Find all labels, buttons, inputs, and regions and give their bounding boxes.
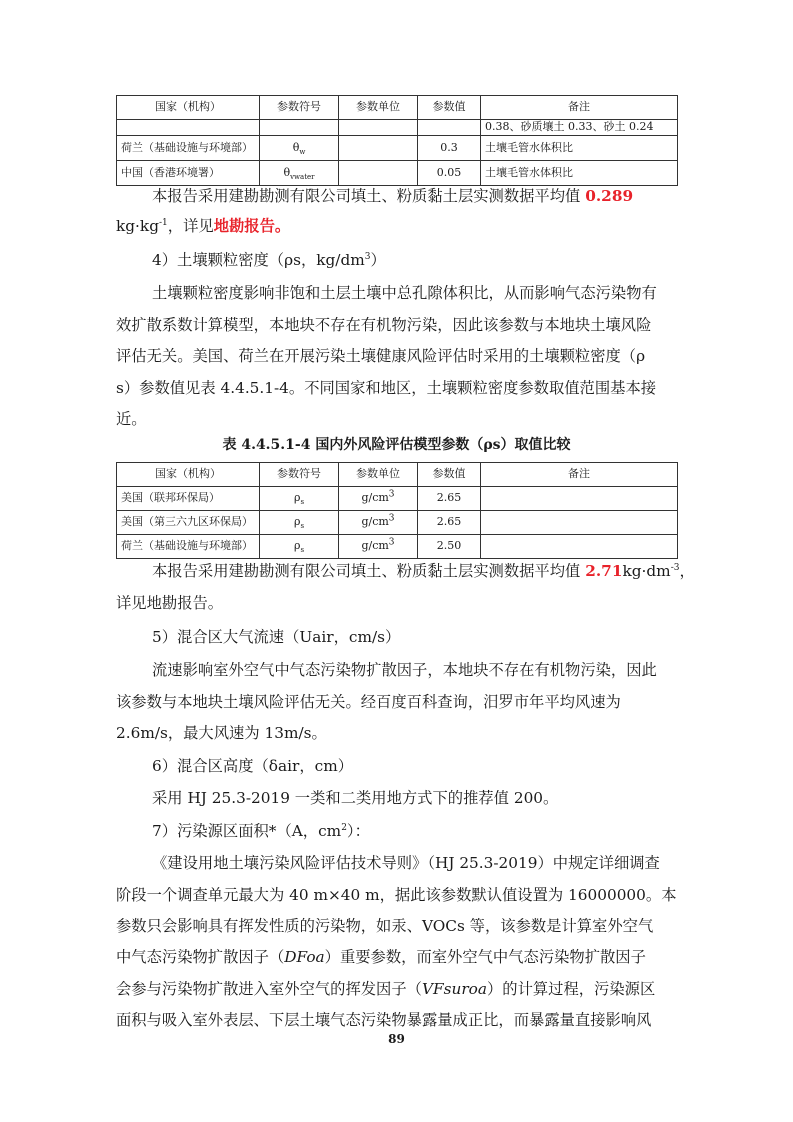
table-cell-symbol: $\rho_s$	[260, 511, 339, 535]
paragraph-line: 采用 HJ 25.3-2019 一类和二类用地方式下的推荐值 200。	[152, 789, 559, 807]
table-cell-unit: $g/cm^3$	[339, 511, 418, 535]
table-cell-note: 土壤毛管水体积比	[481, 161, 678, 186]
table-cell-value: 2.65	[418, 487, 481, 511]
table-cell-symbol: $\theta_{vwater}$	[260, 161, 339, 186]
paragraph-line: 中气态污染物扩散因子（DFoa）重要参数，而室外空气中气态污染物扩散因子	[116, 948, 646, 966]
paragraph-line: 《建设用地土壤污染风险评估技术导则》（HJ 25.3-2019）中规定详细调查	[152, 854, 660, 872]
moisture-conclusion-line-1: 本报告采用建勘勘测有限公司填土、粉质黏土层实测数据平均值 0.289	[152, 187, 634, 205]
table-cell-note	[481, 535, 678, 559]
table-cell-note	[481, 487, 678, 511]
paragraph-line: 阶段一个调查单元最大为 40 m×40 m，据此该参数默认值设置为 16000000。本	[116, 886, 677, 904]
header-note: 备注	[481, 96, 678, 120]
table-cell-value: 0.05	[418, 161, 481, 186]
paragraph-line: 土壤颗粒密度影响非饱和土层土壤中总孔隙体积比，从而影响气态污染物有	[152, 284, 657, 302]
header-symbol: 参数符号	[260, 463, 339, 487]
table-cell-note	[481, 511, 678, 535]
header-country: 国家（机构）	[117, 96, 260, 120]
header-value: 参数值	[418, 96, 481, 120]
section-heading-particle-density: 4）土壤颗粒密度（ρs，$kg/dm^3$）	[152, 251, 386, 269]
section-heading-mixing-height: 6）混合区高度（δair，cm）	[152, 757, 354, 775]
density-conclusion-line-1: 本报告采用建勘勘测有限公司填土、粉质黏土层实测数据平均值 $2.71kg\cdot dm^{-3}$，	[152, 562, 695, 580]
header-country: 国家（机构）	[117, 463, 260, 487]
table-row	[117, 136, 678, 161]
table-cell-country: 荷兰（基础设施与环境部）	[117, 136, 260, 161]
paragraph-line: 参数只会影响具有挥发性质的污染物，如汞、VOCs 等，该参数是计算室外空气	[116, 917, 654, 935]
header-unit: 参数单位	[339, 96, 418, 120]
table-cell-symbol: $\theta_w$	[260, 136, 339, 161]
paragraph-line: 评估无关。美国、荷兰在开展污染土壤健康风险评估时采用的土壤颗粒密度（ρ	[116, 347, 646, 365]
table-cell-unit: $g/cm^3$	[339, 535, 418, 559]
paragraph-line: 效扩散系数计算模型，本地块不存在有机物污染，因此该参数与本地块土壤风险	[116, 316, 652, 334]
section-heading-wind-speed: 5）混合区大气流速（Uair，cm/s）	[152, 628, 401, 646]
header-symbol: 参数符号	[260, 96, 339, 120]
table-cell-symbol: $\rho_s$	[260, 535, 339, 559]
survey-report-reference: 地勘报告。	[213, 217, 291, 235]
highlight-value: 2.71	[585, 562, 623, 580]
table-cell-country: 美国（联邦环保局）	[117, 487, 260, 511]
page-number: 89	[388, 1032, 405, 1046]
table-cell-value: 0.3	[418, 136, 481, 161]
table-header-row	[117, 463, 678, 487]
table-row	[117, 487, 678, 511]
table-caption: 表 4.4.5.1-4 国内外风险评估模型参数（ρs）取值比较	[222, 437, 571, 453]
section-heading-source-area: 7）污染源区面积*（A，$cm^2$）：	[152, 822, 370, 840]
table-cell-unit	[339, 161, 418, 186]
table-row	[117, 511, 678, 535]
header-unit: 参数单位	[339, 463, 418, 487]
header-value: 参数值	[418, 463, 481, 487]
table-cell-value: 2.50	[418, 535, 481, 559]
paragraph-line: 流速影响室外空气中气态污染物扩散因子，本地块不存在有机物污染，因此	[152, 661, 657, 679]
table-cell-value: 2.65	[418, 511, 481, 535]
parameter-table-moisture	[116, 95, 678, 186]
header-note: 备注	[481, 463, 678, 487]
density-conclusion-line-2: 详见地勘报告。	[116, 594, 224, 612]
table-cell-country: 荷兰（基础设施与环境部）	[117, 535, 260, 559]
moisture-conclusion-line-2: $kg\cdot kg^{-1}$，详见地勘报告。	[116, 217, 291, 235]
table-cell-symbol: $\rho_s$	[260, 487, 339, 511]
table-row	[117, 535, 678, 559]
paragraph-line: 近。	[116, 410, 147, 428]
table-cell-country: 美国（第三六九区环保局）	[117, 511, 260, 535]
table-row	[117, 161, 678, 186]
paragraph-line: 该参数与本地块土壤风险评估无关。经百度百科查询，汨罗市年平均风速为	[116, 693, 621, 711]
table-row	[117, 120, 678, 136]
table-header-row	[117, 96, 678, 120]
paragraph-line: 2.6m/s，最大风速为 13m/s。	[116, 724, 327, 742]
paragraph-line: s）参数值见表 4.4.5.1-4。不同国家和地区，土壤颗粒密度参数取值范围基本接	[116, 379, 657, 397]
table-cell-note: 0.38、砂质壤土 0.33、砂土 0.24	[481, 120, 678, 136]
table-cell-note: 土壤毛管水体积比	[481, 136, 678, 161]
parameter-table-particle-density	[116, 462, 678, 559]
table-cell-unit: $g/cm^3$	[339, 487, 418, 511]
paragraph-line: 面积与吸入室外表层、下层土壤气态污染物暴露量成正比，而暴露量直接影响风	[116, 1011, 652, 1029]
paragraph-line: 会参与污染物扩散进入室外空气的挥发因子（VFsuroa）的计算过程，污染源区	[116, 980, 656, 998]
highlight-value: 0.289	[585, 187, 634, 205]
table-cell-country: 中国（香港环境署）	[117, 161, 260, 186]
table-cell-unit	[339, 136, 418, 161]
